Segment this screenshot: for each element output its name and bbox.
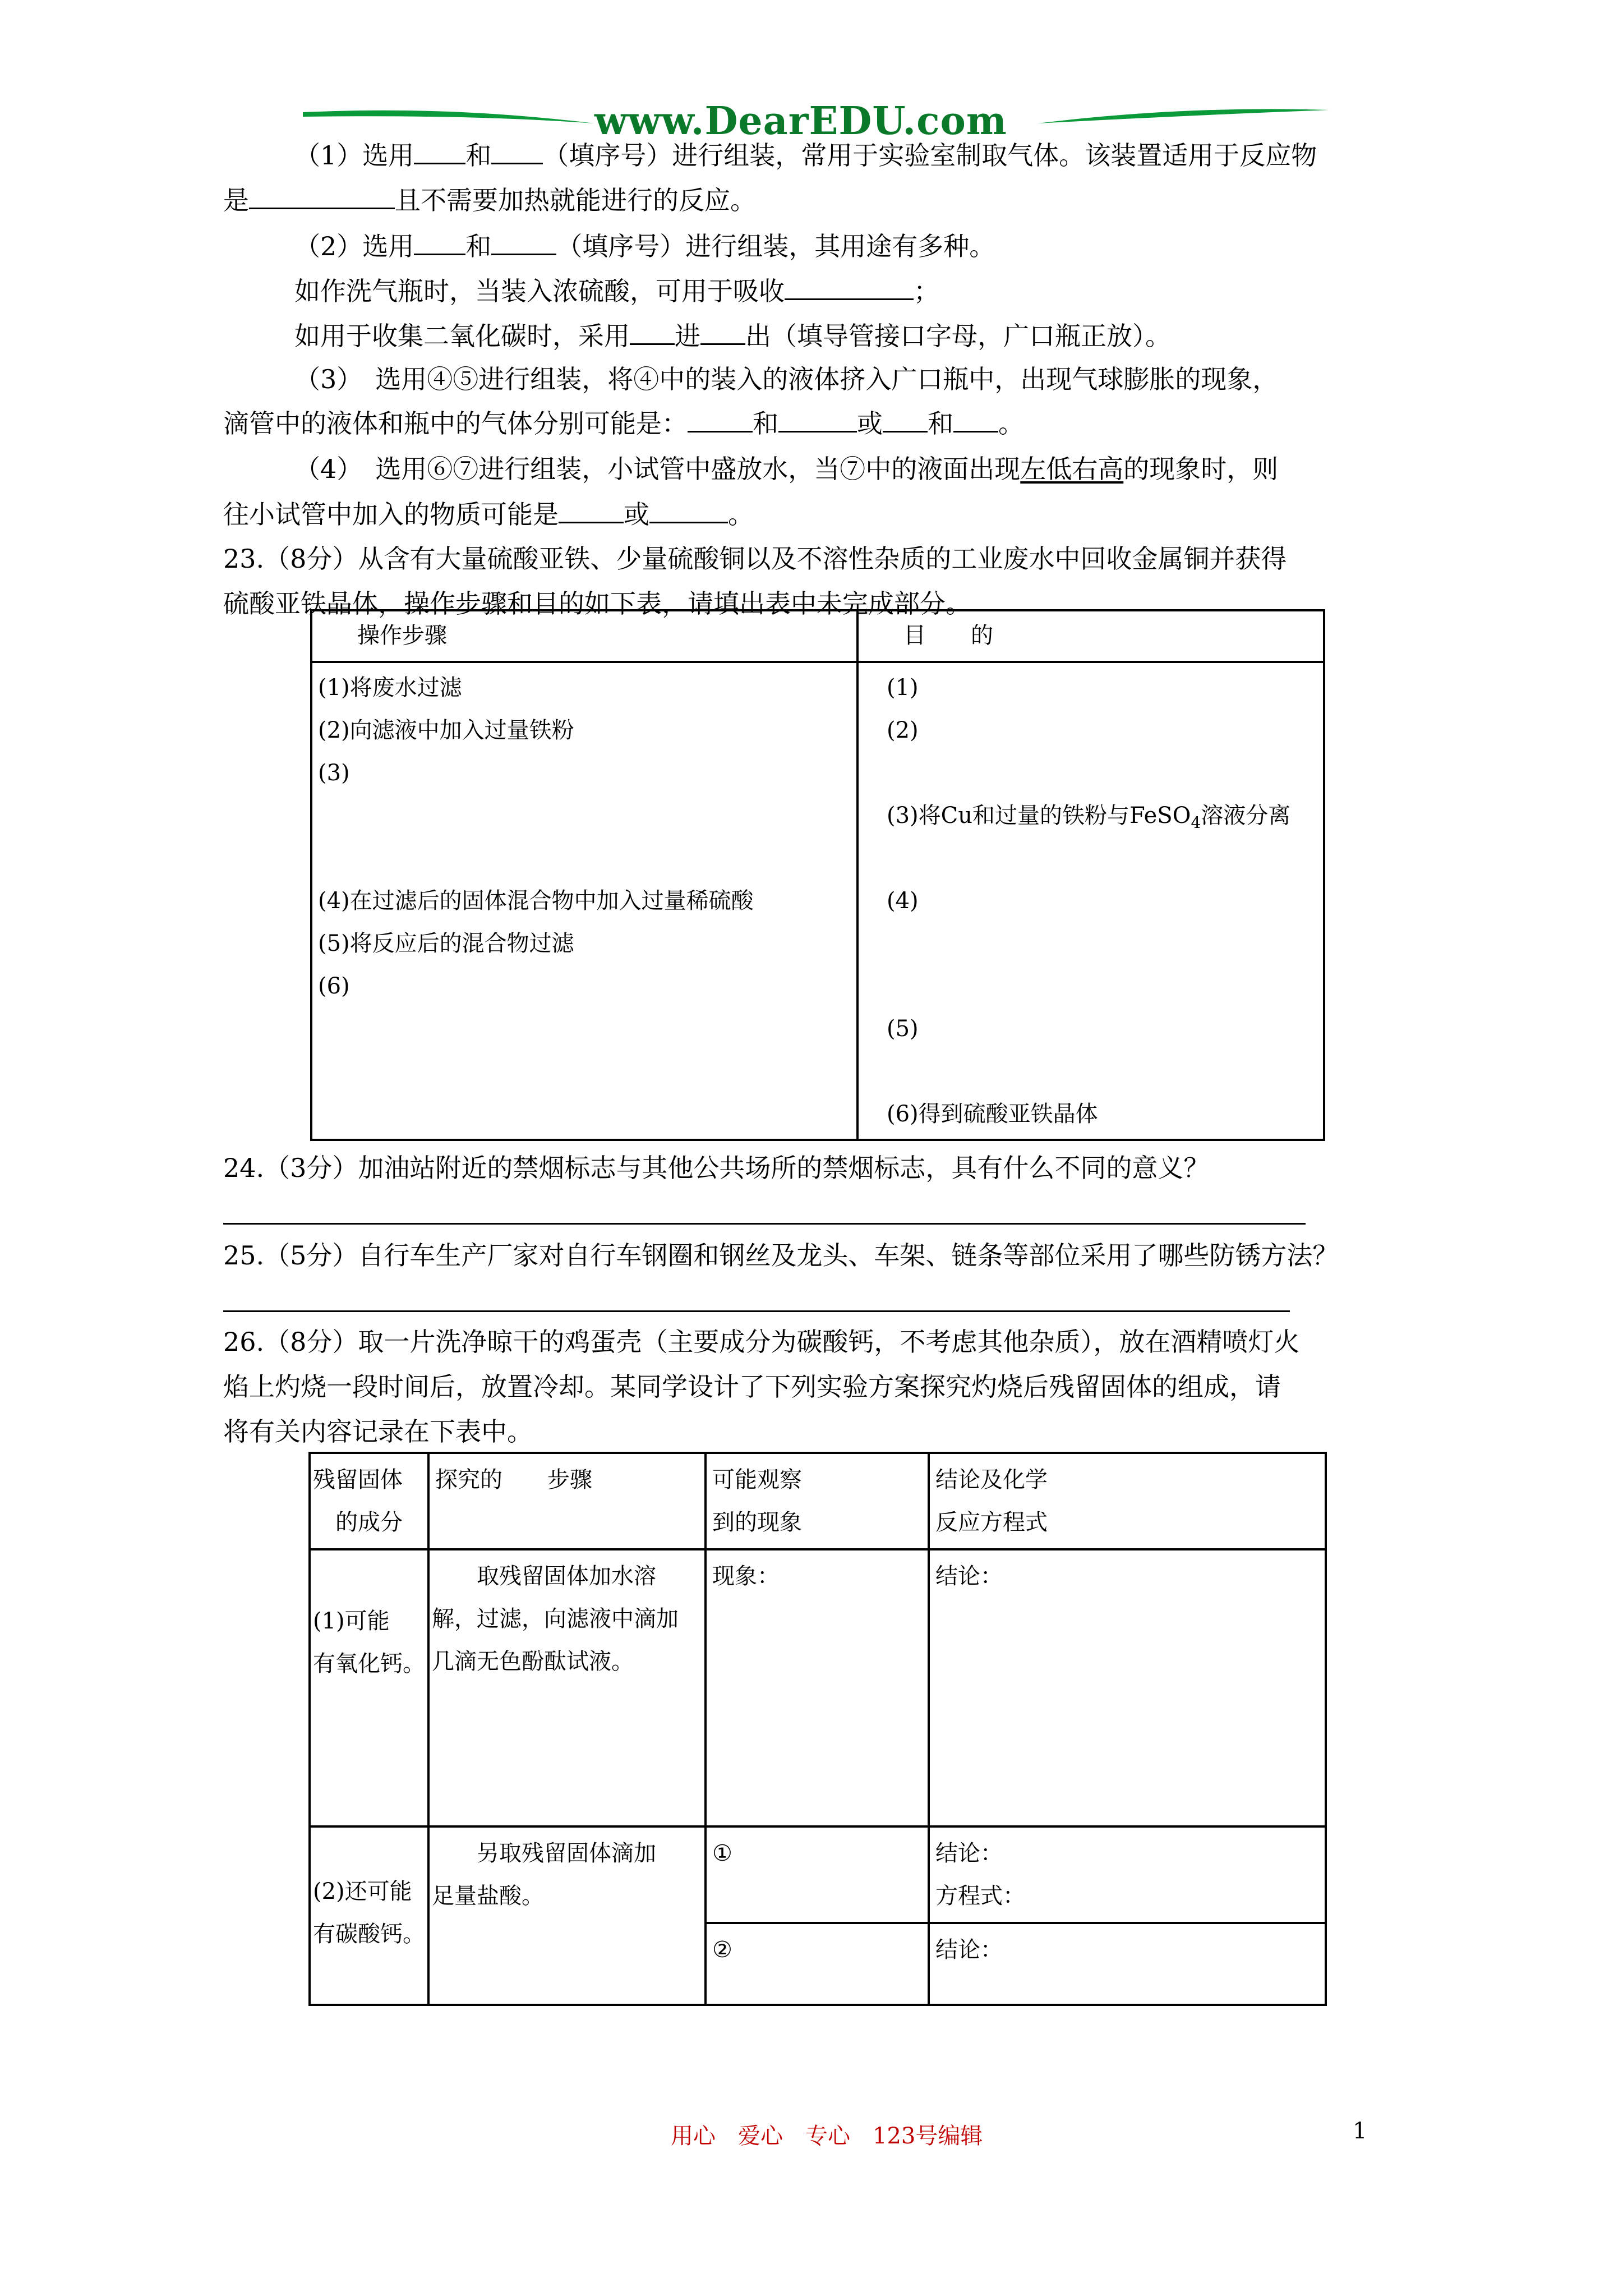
q26-row1-component bbox=[310, 1549, 428, 1826]
q26-text-line1: 26.（8分）取一片洗净晾干的鸡蛋壳（主要成分为碳酸钙，不考虑其他杂质），放在酒精喷灯火 bbox=[223, 1327, 1300, 1357]
q26-row1-steps bbox=[428, 1549, 706, 1826]
q23-purpose-1: (1) bbox=[887, 675, 919, 701]
q22-part4-line1: （4） 选用⑥⑦进行组装，小试管中盛放水，当⑦中的液面出现左低右高的现象时，则 bbox=[294, 454, 1279, 484]
q23-text-line1: 23.（8分）从含有大量硫酸亚铁、少量硫酸铜以及不溶性杂质的工业废水中回收金属铜并获得 bbox=[223, 544, 1287, 574]
q26-row2-component-line2: 有碳酸钙。 bbox=[313, 1921, 425, 1947]
q23-step-spacer bbox=[318, 1050, 851, 1093]
q23-step-spacer bbox=[318, 1007, 851, 1050]
q26-header-component-line1: 残留固体 bbox=[313, 1467, 403, 1493]
q26-row1-component-line1: (1)可能 bbox=[313, 1608, 390, 1634]
q22-part2-line2: 如作洗气瓶时，当装入浓硫酸，可用于吸收 ； bbox=[294, 274, 939, 308]
site-brand: www.DearEDU.com bbox=[594, 99, 1007, 144]
q25-answer-line bbox=[223, 1310, 1290, 1312]
q23-purpose-spacer bbox=[887, 752, 1295, 794]
q26-row1-conclusion-label: 结论： bbox=[935, 1563, 1003, 1589]
q26-text-line2: 焰上灼烧一段时间后，放置冷却。某同学设计了下列实验方案探究灼烧后残留固体的组成，请 bbox=[223, 1372, 1281, 1402]
q23-step-3: (3) bbox=[318, 760, 350, 786]
q26-header-steps-text: 探究的 步骤 bbox=[435, 1467, 592, 1493]
q23-purpose-spacer bbox=[887, 837, 1295, 880]
q22-part1-line1: （1）选用 和 （填序号）进行组装，常用于实验室制取气体。该装置适用于反应物 bbox=[294, 138, 1317, 172]
q23-table bbox=[310, 609, 1325, 1141]
q23-purpose-5: (5) bbox=[887, 1016, 919, 1042]
q26-header-component-line2: 的成分 bbox=[335, 1510, 403, 1535]
q23-purpose-6: (6)得到硫酸亚铁晶体 bbox=[887, 1101, 1098, 1127]
q26-row1-component-line2: 有氧化钙。 bbox=[313, 1651, 425, 1677]
q23-purpose-cell bbox=[857, 662, 1324, 1140]
q26-row2-conclusion-label: 结论： bbox=[935, 1841, 1003, 1866]
q22-part2-line1: （2）选用 和 （填序号）进行组装，其用途有多种。 bbox=[294, 229, 995, 263]
q26-row2-conclusion-1 bbox=[929, 1826, 1326, 1923]
q26-header-conclusion bbox=[929, 1453, 1326, 1549]
q26-row1-steps-line3: 几滴无色酚酞试液。 bbox=[432, 1649, 634, 1674]
q26-row2-equation-label: 方程式： bbox=[935, 1883, 1025, 1909]
q23-step-6: (6) bbox=[318, 973, 350, 999]
q23-purpose-3: (3)将Cu和过量的铁粉与FeSO$_4$溶液分离 bbox=[887, 803, 1291, 832]
header-swoosh-right bbox=[1026, 104, 1329, 132]
q24-answer-line bbox=[223, 1223, 1306, 1225]
q23-header-steps: 操作步骤 bbox=[311, 610, 857, 662]
q23-purpose-spacer bbox=[887, 922, 1295, 965]
q26-table bbox=[308, 1452, 1327, 2006]
q23-step-1: (1)将废水过滤 bbox=[318, 675, 462, 701]
q26-header-phenomena-line2: 到的现象 bbox=[712, 1510, 802, 1535]
q22-part2-line3: 如用于收集二氧化碳时，采用 进 出（填导管接口字母，广口瓶正放）。 bbox=[294, 319, 1171, 353]
q26-row2-steps-line2: 足量盐酸。 bbox=[432, 1883, 544, 1909]
q23-step-5: (5)将反应后的混合物过滤 bbox=[318, 931, 574, 956]
q23-purpose-spacer bbox=[887, 965, 1295, 1007]
q26-row2-steps bbox=[428, 1826, 706, 2005]
q26-row3-conclusion-2 bbox=[929, 1923, 1326, 2005]
q26-row2-component-line1: (2)还可能 bbox=[313, 1879, 412, 1904]
q22-part1-line2: 是 且不需要加热就能进行的反应。 bbox=[223, 183, 756, 217]
q26-row1-phenomena-label: 现象： bbox=[712, 1563, 780, 1589]
q22-part3-line2: 滴管中的液体和瓶中的气体分别可能是： 和 或 和 。 bbox=[223, 406, 1024, 440]
q23-steps-cell bbox=[311, 662, 857, 1140]
q26-header-conclusion-line2: 反应方程式 bbox=[935, 1510, 1048, 1535]
q26-row3-conclusion-label: 结论： bbox=[935, 1937, 1003, 1963]
q26-header-phenomena bbox=[706, 1453, 929, 1549]
q25-text: 25.（5分）自行车生产厂家对自行车钢圈和钢丝及龙头、车架、链条等部位采用了哪些防锈方法？ bbox=[223, 1240, 1339, 1271]
q22-part4-line2: 往小试管中加入的物质可能是 或 。 bbox=[223, 497, 754, 531]
q26-row1-conclusion bbox=[929, 1549, 1326, 1826]
q23-step-spacer bbox=[318, 1093, 851, 1135]
q23-purpose-4: (4) bbox=[887, 888, 919, 914]
q23-purpose-2: (2) bbox=[887, 717, 919, 743]
q23-header-purpose: 目 的 bbox=[857, 610, 1324, 662]
page-number: 1 bbox=[1353, 2118, 1367, 2144]
q26-row3-phenomena-2-mark: ② bbox=[712, 1937, 732, 1963]
q23-purpose-spacer bbox=[887, 1050, 1295, 1093]
q26-row1-phenomena bbox=[706, 1549, 929, 1826]
q26-row2-steps-line1: 另取残留固体滴加 bbox=[432, 1841, 656, 1866]
q26-header-component bbox=[310, 1453, 428, 1549]
q26-row1-steps-line1: 取残留固体加水溶 bbox=[432, 1563, 656, 1589]
q26-header-conclusion-line1: 结论及化学 bbox=[935, 1467, 1048, 1493]
q23-step-4: (4)在过滤后的固体混合物中加入过量稀硫酸 bbox=[318, 888, 754, 914]
q26-row2-phenomena-1 bbox=[706, 1826, 929, 1923]
q24-text: 24.（3分）加油站附近的禁烟标志与其他公共场所的禁烟标志，具有什么不同的意义？ bbox=[223, 1153, 1210, 1183]
q26-row1-steps-line2: 解，过滤，向滤液中滴加 bbox=[432, 1606, 679, 1632]
footer-center-text: 用心 爱心 专心 123号编辑 bbox=[671, 2123, 983, 2149]
q23-step-spacer bbox=[318, 837, 851, 880]
q22-part3-line1: （3） 选用④⑤进行组装，将④中的装入的液体挤入广口瓶中，出现气球膨胀的现象， bbox=[294, 364, 1279, 394]
q26-header-phenomena-line1: 可能观察 bbox=[712, 1467, 802, 1493]
q23-step-spacer bbox=[318, 794, 851, 837]
q26-row2-phenomena-1-mark: ① bbox=[712, 1841, 732, 1866]
q23-text-line2: 硫酸亚铁晶体，操作步骤和目的如下表，请填出表中未完成部分。 bbox=[223, 588, 971, 619]
header-swoosh-left bbox=[303, 104, 606, 132]
q26-row2-component bbox=[310, 1826, 428, 2005]
q23-step-2: (2)向滤液中加入过量铁粉 bbox=[318, 717, 574, 743]
q26-header-steps bbox=[428, 1453, 706, 1549]
q26-row3-phenomena-2 bbox=[706, 1923, 929, 2005]
q26-text-line3: 将有关内容记录在下表中。 bbox=[223, 1416, 533, 1447]
